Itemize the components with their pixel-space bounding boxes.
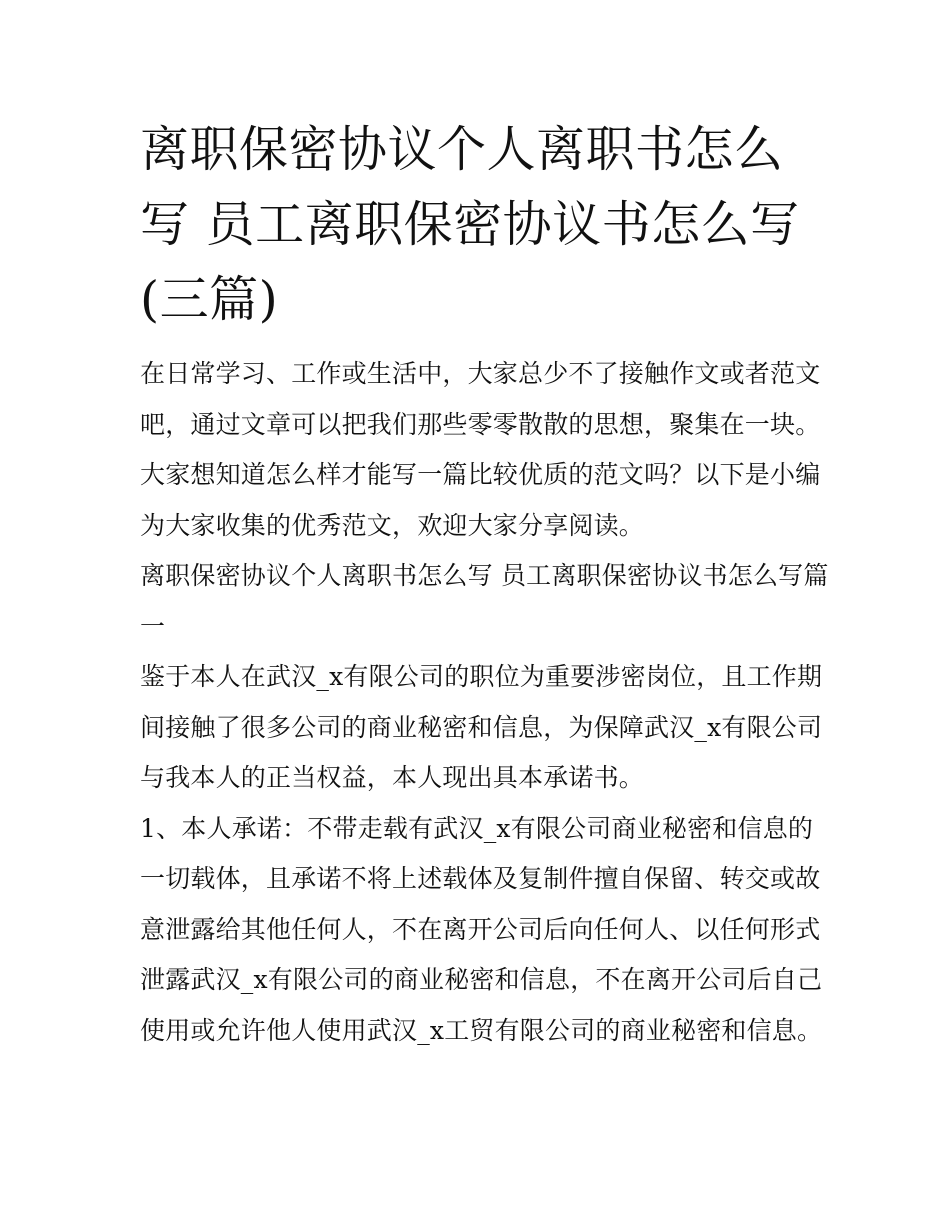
body-paragraph-1: 鉴于本人在武汉_x有限公司的职位为重要涉密岗位，且工作期间接触了很多公司的商业秘密和信息，为保障武汉_x有限公司与我本人的正当权益，本人现出具本承诺书。	[140, 662, 823, 792]
intro-paragraph: 在日常学习、工作或生活中，大家总少不了接触作文或者范文吧，通过文章可以把我们那些零零散散的思想，聚集在一块。大家想知道怎么样才能写一篇比较优质的范文吗？以下是小编为大家收集的优秀范文，欢迎大家分享阅读。	[140, 359, 821, 540]
section-heading: 离职保密协议个人离职书怎么写 员工离职保密协议书怎么写篇一	[140, 561, 829, 641]
body-paragraph-2: 1、本人承诺：不带走载有武汉_x有限公司商业秘密和信息的一切载体，且承诺不将上述载体及复制件擅自保留、转交或故意泄露给其他任何人，不在离开公司后向任何人、以任何形式泄露武汉_x有限公司的商业秘密和信息，不在离开公司后自己使用或允许他人使用武汉_x工贸有限公司的商业秘密和信息。	[140, 813, 823, 1045]
document-body	[140, 112, 830, 1056]
document-title: 离职保密协议个人离职书怎么写 员工离职保密协议书怎么写(三篇)	[140, 121, 800, 328]
